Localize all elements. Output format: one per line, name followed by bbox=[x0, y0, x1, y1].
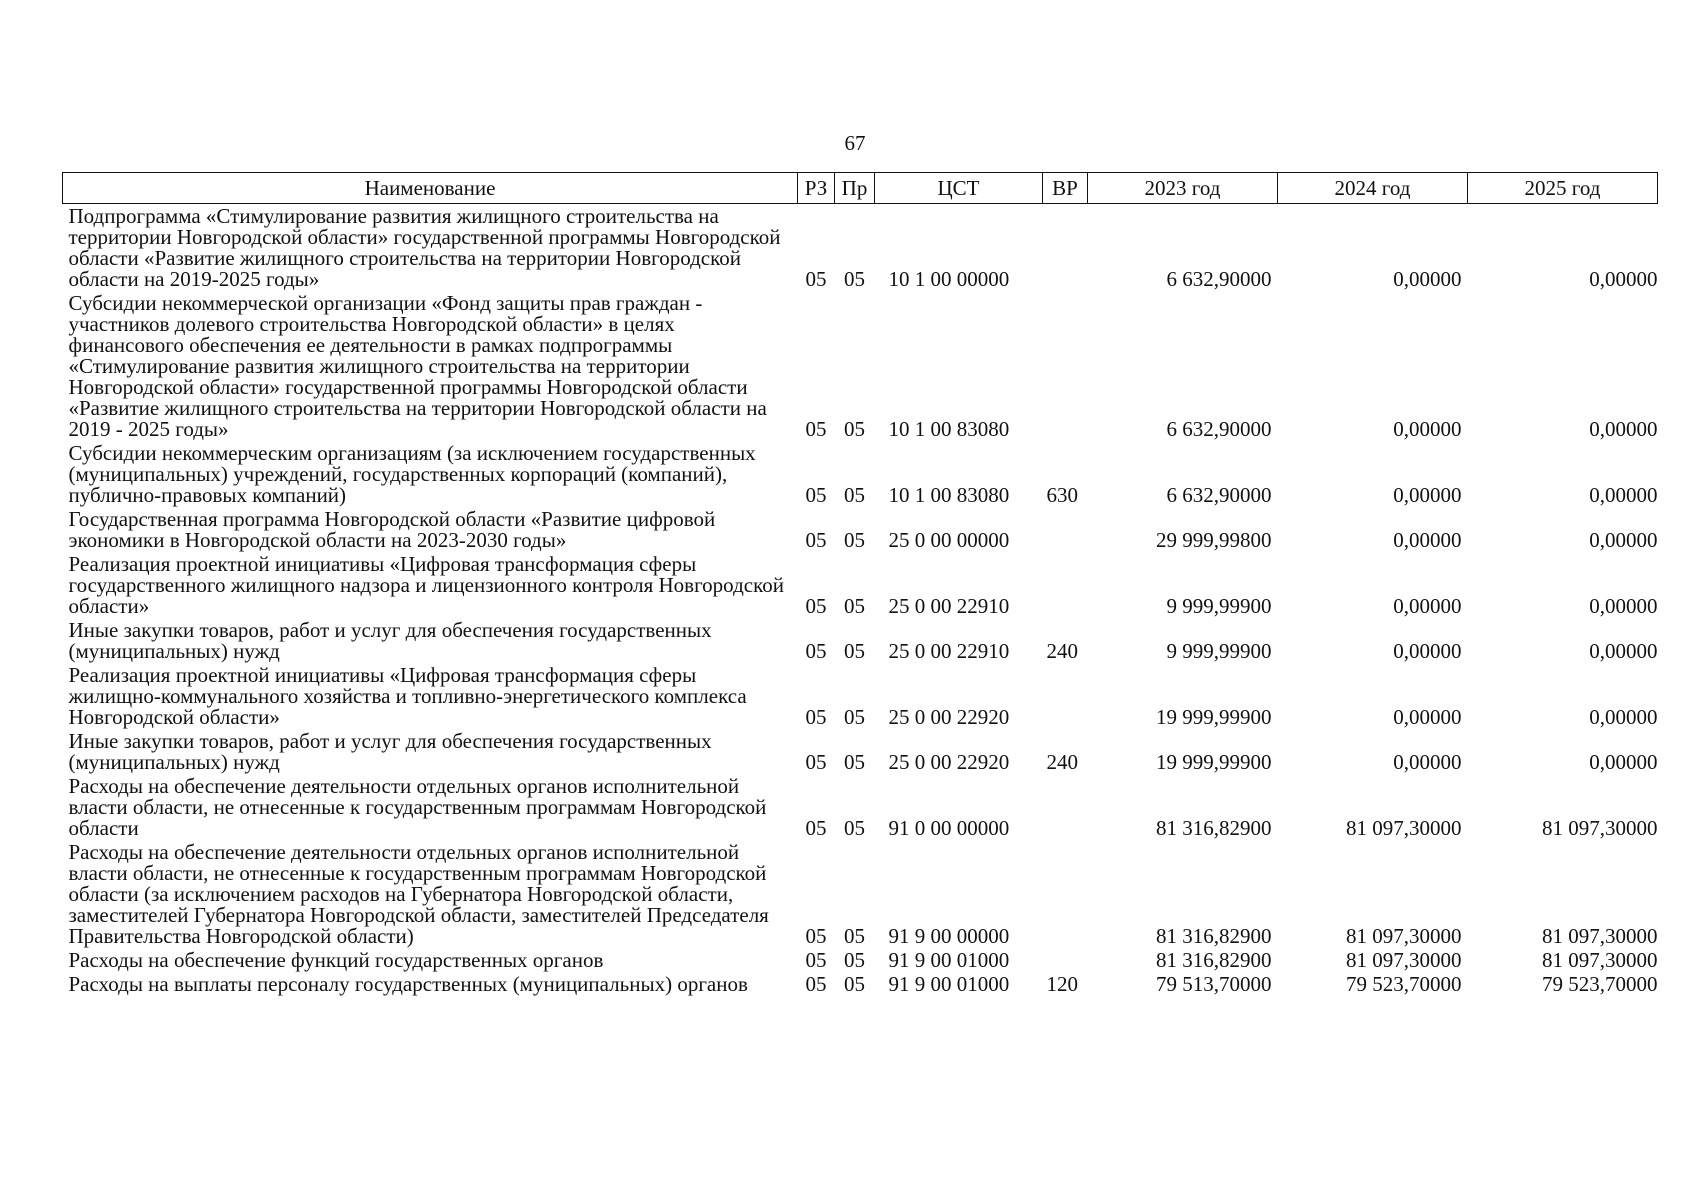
table-header-row bbox=[63, 173, 1658, 204]
row-2025: 81 097,30000 bbox=[1542, 816, 1658, 840]
row-cst: 25 0 00 22910 bbox=[888, 639, 1010, 663]
row-pr: 05 bbox=[844, 639, 865, 663]
table-body bbox=[63, 204, 1658, 997]
row-name: Иные закупки товаров, работ и услуг для обеспечения государственных (муниципальных) нужд bbox=[68, 618, 712, 663]
table-row bbox=[63, 774, 1658, 840]
table-row bbox=[63, 618, 1658, 663]
row-2024: 0,00000 bbox=[1393, 528, 1462, 552]
row-2024: 0,00000 bbox=[1393, 639, 1462, 663]
row-2025: 0,00000 bbox=[1589, 705, 1658, 729]
row-2024: 81 097,30000 bbox=[1346, 948, 1462, 972]
table-row bbox=[63, 507, 1658, 552]
table-row bbox=[63, 840, 1658, 948]
row-rz: 05 bbox=[805, 267, 827, 291]
table-row bbox=[63, 552, 1658, 618]
row-name: Расходы на обеспечение деятельности отдельных органов исполнительной власти области, не отнесенные к государственным программам Новгородской области (за исключением расходов на Губернатора Новгородской области, заместителей Губернатора Новгородской области, заместителей Председателя Правительства Новгородской области) bbox=[68, 840, 769, 948]
row-2024: 0,00000 bbox=[1393, 705, 1462, 729]
row-rz: 05 bbox=[805, 417, 827, 441]
row-2025: 0,00000 bbox=[1589, 594, 1658, 618]
row-2025: 81 097,30000 bbox=[1542, 924, 1658, 948]
row-vr bbox=[1043, 840, 1088, 948]
header-cst: ЦСТ bbox=[875, 173, 1043, 204]
table-row bbox=[63, 291, 1658, 441]
row-2024: 0,00000 bbox=[1393, 417, 1462, 441]
row-2023: 81 316,82900 bbox=[1156, 816, 1272, 840]
row-2025: 0,00000 bbox=[1589, 528, 1658, 552]
row-pr: 05 bbox=[844, 267, 865, 291]
row-rz: 05 bbox=[805, 528, 827, 552]
row-2024: 0,00000 bbox=[1393, 594, 1462, 618]
row-rz: 05 bbox=[805, 924, 827, 948]
row-2024: 79 523,70000 bbox=[1346, 972, 1462, 996]
row-2025: 79 523,70000 bbox=[1542, 972, 1658, 996]
row-2023: 81 316,82900 bbox=[1156, 948, 1272, 972]
row-2023: 6 632,90000 bbox=[1166, 483, 1272, 507]
row-2024: 0,00000 bbox=[1393, 750, 1462, 774]
row-2023: 19 999,99900 bbox=[1156, 705, 1272, 729]
header-rz: РЗ bbox=[798, 173, 835, 204]
row-2024: 0,00000 bbox=[1393, 267, 1462, 291]
row-2023: 9 999,99900 bbox=[1166, 594, 1272, 618]
row-vr bbox=[1043, 552, 1088, 618]
row-cst: 25 0 00 00000 bbox=[888, 528, 1010, 552]
row-vr bbox=[1043, 663, 1088, 729]
row-pr: 05 bbox=[844, 924, 865, 948]
row-name: Государственная программа Новгородской области «Развитие цифровой экономики в Новгородской области на 2023-2030 годы» bbox=[68, 507, 716, 552]
row-2023: 81 316,82900 bbox=[1156, 924, 1272, 948]
row-2025: 0,00000 bbox=[1589, 267, 1658, 291]
row-name: Иные закупки товаров, работ и услуг для обеспечения государственных (муниципальных) нужд bbox=[68, 729, 712, 774]
row-2023: 29 999,99800 bbox=[1156, 528, 1272, 552]
row-rz: 05 bbox=[805, 639, 827, 663]
row-name: Подпрограмма «Стимулирование развития жилищного строительства на территории Новгородской области» государственной программы Новгородской области «Развитие жилищного строительства на территории Новгородской области на 2019-2025 годы» bbox=[68, 204, 781, 291]
row-pr: 05 bbox=[844, 948, 865, 972]
header-pr: Пр bbox=[835, 173, 875, 204]
row-2023: 9 999,99900 bbox=[1166, 639, 1272, 663]
row-pr: 05 bbox=[844, 705, 865, 729]
row-cst: 91 0 00 00000 bbox=[888, 816, 1010, 840]
row-name: Расходы на обеспечение функций государственных органов bbox=[68, 948, 604, 972]
row-vr bbox=[1043, 948, 1088, 972]
row-cst: 10 1 00 00000 bbox=[888, 267, 1010, 291]
row-rz: 05 bbox=[805, 594, 827, 618]
row-2025: 0,00000 bbox=[1589, 639, 1658, 663]
row-cst: 25 0 00 22910 bbox=[888, 594, 1010, 618]
table-row bbox=[63, 729, 1658, 774]
row-name: Расходы на выплаты персоналу государственных (муниципальных) органов bbox=[68, 972, 748, 996]
row-vr bbox=[1043, 291, 1088, 441]
row-pr: 05 bbox=[844, 816, 865, 840]
row-pr: 05 bbox=[844, 750, 865, 774]
row-2024: 81 097,30000 bbox=[1346, 924, 1462, 948]
page-number: 67 bbox=[844, 131, 866, 155]
row-rz: 05 bbox=[805, 705, 827, 729]
row-name: Реализация проектной инициативы «Цифровая трансформация сферы жилищно-коммунального хозяйства и топливно-энергетического комплекса Новгородской области» bbox=[68, 663, 747, 729]
row-pr: 05 bbox=[844, 528, 865, 552]
row-rz: 05 bbox=[805, 483, 827, 507]
row-cst: 25 0 00 22920 bbox=[888, 750, 1010, 774]
row-2024: 81 097,30000 bbox=[1346, 816, 1462, 840]
row-vr bbox=[1043, 204, 1088, 292]
table-row bbox=[63, 948, 1658, 972]
header-2025: 2025 год bbox=[1468, 173, 1658, 204]
row-cst: 10 1 00 83080 bbox=[888, 417, 1010, 441]
row-rz: 05 bbox=[805, 948, 827, 972]
table-row bbox=[63, 204, 1658, 292]
row-pr: 05 bbox=[844, 417, 865, 441]
row-pr: 05 bbox=[844, 594, 865, 618]
row-vr bbox=[1043, 774, 1088, 840]
row-2024: 0,00000 bbox=[1393, 483, 1462, 507]
row-cst: 10 1 00 83080 bbox=[888, 483, 1010, 507]
row-2025: 0,00000 bbox=[1589, 417, 1658, 441]
row-2025: 0,00000 bbox=[1589, 483, 1658, 507]
row-vr: 120 bbox=[1046, 972, 1078, 996]
header-2024: 2024 год bbox=[1278, 173, 1468, 204]
row-2025: 0,00000 bbox=[1589, 750, 1658, 774]
row-name: Субсидии некоммерческой организации «Фонд защиты прав граждан - участников долевого строительства Новгородской области» в целях финансового обеспечения ее деятельности в рамках подпрограммы «Стимулирование развития жилищного строительства на территории Новгородской области» государственной программы Новгородской области «Развитие жилищного строительства на территории Новгородской области на 2019 - 2025 годы» bbox=[68, 291, 767, 441]
row-2023: 6 632,90000 bbox=[1166, 417, 1272, 441]
row-rz: 05 bbox=[805, 972, 827, 996]
row-name: Субсидии некоммерческим организациям (за исключением государственных (муниципальных) учреждений, государственных корпораций (компаний), публично-правовых компаний) bbox=[68, 441, 756, 507]
row-vr: 240 bbox=[1046, 750, 1078, 774]
header-2023: 2023 год bbox=[1088, 173, 1278, 204]
row-2023: 6 632,90000 bbox=[1166, 267, 1272, 291]
row-vr bbox=[1043, 507, 1088, 552]
budget-table bbox=[62, 172, 1658, 996]
row-vr: 240 bbox=[1046, 639, 1078, 663]
row-name: Расходы на обеспечение деятельности отдельных органов исполнительной власти области, не отнесенные к государственным программам Новгородской области bbox=[68, 774, 767, 840]
row-pr: 05 bbox=[844, 483, 865, 507]
row-rz: 05 bbox=[805, 750, 827, 774]
row-cst: 25 0 00 22920 bbox=[888, 705, 1010, 729]
header-vr: ВР bbox=[1043, 173, 1088, 204]
table-row bbox=[63, 441, 1658, 507]
row-2023: 79 513,70000 bbox=[1156, 972, 1272, 996]
row-vr: 630 bbox=[1046, 483, 1078, 507]
row-cst: 91 9 00 01000 bbox=[888, 972, 1010, 996]
row-rz: 05 bbox=[805, 816, 827, 840]
row-2023: 19 999,99900 bbox=[1156, 750, 1272, 774]
row-cst: 91 9 00 01000 bbox=[888, 948, 1010, 972]
header-name: Наименование bbox=[63, 173, 798, 204]
row-cst: 91 9 00 00000 bbox=[888, 924, 1010, 948]
row-pr: 05 bbox=[844, 972, 865, 996]
table-row bbox=[63, 663, 1658, 729]
row-name: Реализация проектной инициативы «Цифровая трансформация сферы государственного жилищного надзора и лицензионного контроля Новгородской области» bbox=[68, 552, 784, 618]
table-row bbox=[63, 972, 1658, 996]
row-2025: 81 097,30000 bbox=[1542, 948, 1658, 972]
